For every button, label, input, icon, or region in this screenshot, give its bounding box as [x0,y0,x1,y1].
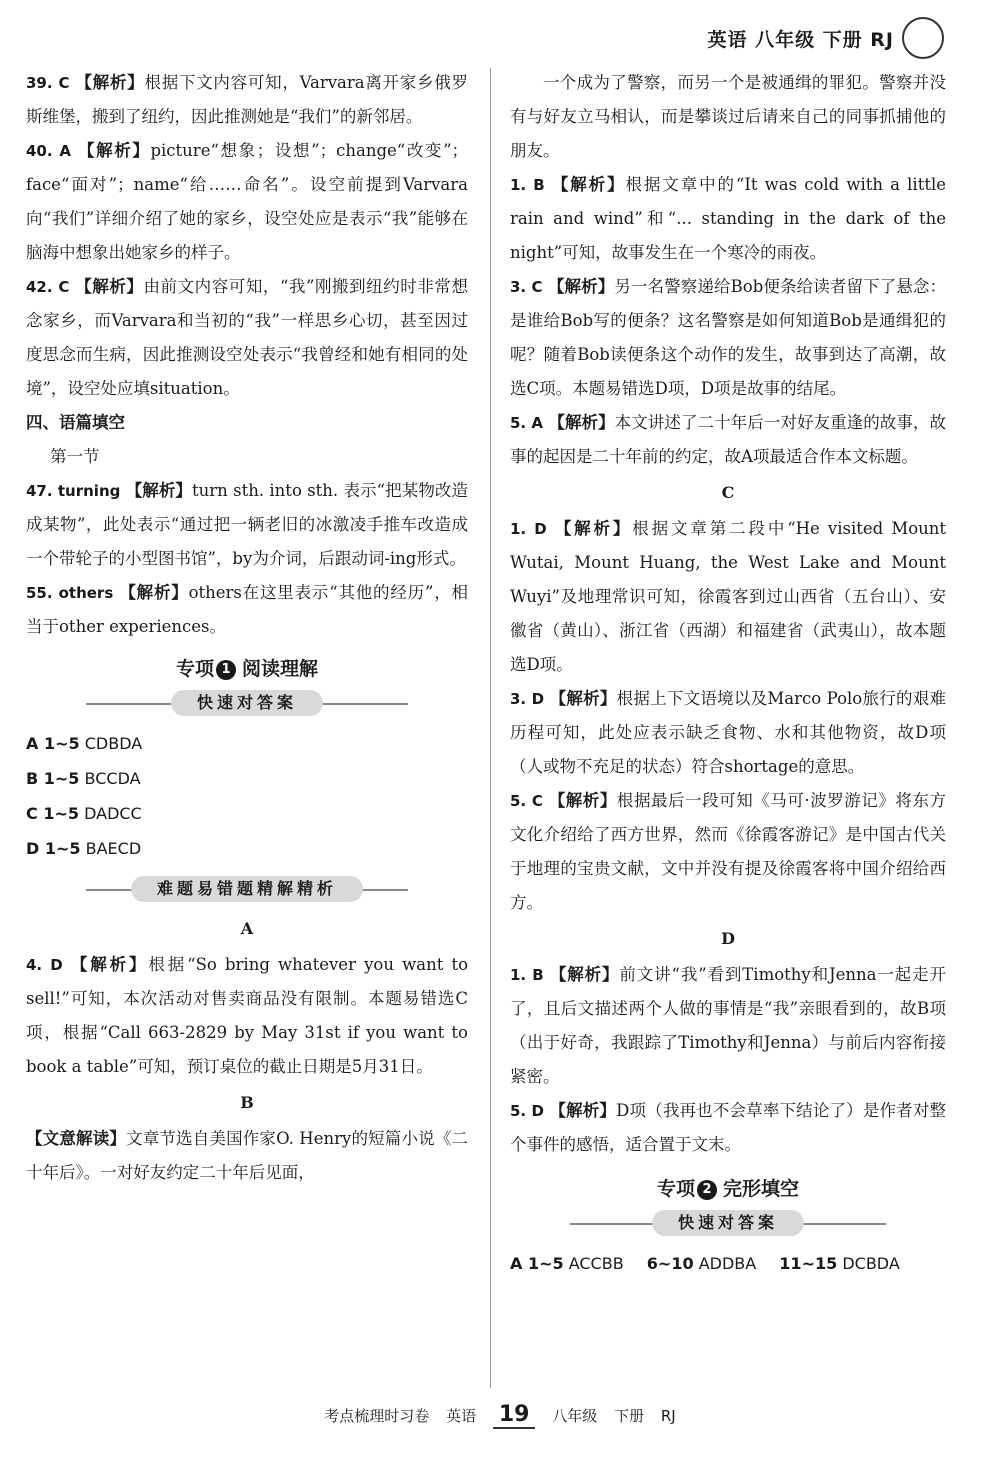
footer-term: 下册 [614,1407,645,1425]
page-footer [0,1402,1000,1438]
answer-key-list [26,726,468,866]
answer-key-row: B 1~5 BCCDA [26,769,141,788]
answer-item-c1: 1. D 【解析】根据文章第二段中“He visited Mount Wutai, Mount Huang, the West Lake and Mount Wuyi”及地理常识可知，徐霞客到过山西省（五台山）、安徽省（黄山）、浙江省（西湖）和福建省（武夷山），故本题选D项。 [510,519,947,674]
answer-key-row: A 1~5 CDBDA [26,734,143,753]
answer-item-47: 47. turning 【解析】turn sth. into sth. 表示“把某物改造成某物”，此处表示“通过把一辆老旧的冰激凌手推车改造成一个带轮子的小型图书馆”，by为介词，后跟动词-ing形式。 [26,481,468,568]
answer-item-c5: 5. C 【解析】根据最后一段可知《马可·波罗游记》将东方文化介绍给了西方世界，然而《徐霞客游记》是中国古代关于地理的宝贵文献，文中并没有提及徐霞客将中国介绍给西方。 [510,791,947,912]
answer-item-55: 55. others 【解析】others在这里表示“其他的经历”，相当于other experiences。 [26,583,469,636]
footer-series: 考点梳理时习卷 [324,1407,430,1425]
footer-grade: 八年级 [552,1407,598,1425]
answer-item-42: 42. C 【解析】由前文内容可知，“我”刚搬到纽约时非常想念家乡，而Varvara和当初的“我”一样思乡心切，甚至因过度思念而生病，因此推测设空处表示“我曾经和她有相同的处境”，设空处应填situation。 [26,277,468,398]
header-text: 英语 八年级 下册 RJ [707,28,894,51]
section-subheading: 第一节 [50,447,100,466]
passage-letter-d: D [721,929,735,948]
answer-item-b1: 1. B 【解析】根据文章中的“It was cold with a little rain and wind”和“... standing in the dark of the night”可知，故事发生在一个寒冷的雨夜。 [510,175,947,262]
answer-item-d5: 5. D 【解析】D项（我再也不会草率下结论了）是作者对整个事件的感悟，适合置于文末。 [510,1101,947,1154]
page-number: 19 [493,1402,536,1429]
passage-summary: 【文意解读】文章节选自美国作家O. Henry的短篇小说《二十年后》。一对好友约定二十年后见面， [26,1129,468,1182]
brand-logo-icon [902,17,944,59]
section-heading: 四、语篇填空 [26,413,125,432]
answer-key-row: A 1~5 ACCBB 6~10 ADDBA 11~15 DCBDA [510,1254,900,1273]
footer-edition: RJ [660,1406,676,1425]
footer-subject: 英语 [446,1407,477,1425]
topic-heading-cloze: 专项 2 完形填空 [656,1178,800,1200]
answer-key-row: D 1~5 BAECD [26,839,142,858]
answer-item-c3: 3. D 【解析】根据上下文语境以及Marco Polo旅行的艰难历程可知，此处应表示缺乏食物、水和其他物资，故D项（人或物不充足的状态）符合shortage的意思。 [510,689,946,776]
passage-letter-a: A [240,919,254,938]
difficult-analysis-banner: 难题易错题精解精析 [26,876,468,904]
quick-answer-banner: 快速对答案 [26,690,468,718]
answer-item-a4: 4. D 【解析】根据“So bring whatever you want to sell!”可知，本次活动对售卖商品没有限制。本题易错选C项，根据“Call 663-2829 by May 31st if you want to book a table”可知，预订桌位的截止日期是5月31日。 [26,955,469,1076]
page-header [707,18,944,58]
topic-heading-reading: 专项 1 阅读理解 [175,658,319,680]
answer-item-b5: 5. A 【解析】本文讲述了二十年后一对好友重逢的故事，故事的起因是二十年前的约定，故A项最适合作本文标题。 [510,413,947,466]
quick-answer-banner: 快速对答案 [510,1210,946,1238]
answer-item-b3: 3. C 【解析】另一名警察递给Bob便条给读者留下了悬念：是谁给Bob写的便条？这名警察是如何知道Bob是通缉犯的呢？随着Bob读便条这个动作的发生，故事到达了高潮，故选C项。本题易错选D项，D项是故事的结尾。 [510,277,947,398]
right-column [510,66,946,1281]
answer-item-d1: 1. B 【解析】前文讲“我”看到Timothy和Jenna一起走开了，且后文描述两个人做的事情是“我”亲眼看到的，故B项（出于好奇，我跟踪了Timothy和Jenna）与前后内容衔接紧密。 [510,965,947,1086]
column-divider [490,68,491,1388]
answer-key-row: C 1~5 DADCC [26,804,142,823]
passage-letter-b: B [240,1093,254,1112]
left-column [26,66,468,1190]
answer-item-40: 40. A 【解析】picture“想象；设想”；change“改变”；face“面对”；name“给……命名”。设空前提到Varvara向“我们”详细介绍了她的家乡，设空处应是表示“我”能够在脑海中想象出她家乡的样子。 [26,141,469,262]
topic-number-badge: 1 [216,660,236,680]
passage-letter-c: C [721,483,735,502]
topic-number-badge: 2 [697,1180,717,1200]
answer-item-39: 39. C 【解析】根据下文内容可知，Varvara离开家乡俄罗斯维堡，搬到了纽约，因此推测她是“我们”的新邻居。 [26,73,468,126]
passage-summary-continued: 一个成为了警察，而另一个是被通缉的罪犯。警察并没有与好友立马相认，而是攀谈过后请来自己的同事抓捕他的朋友。 [510,73,946,160]
